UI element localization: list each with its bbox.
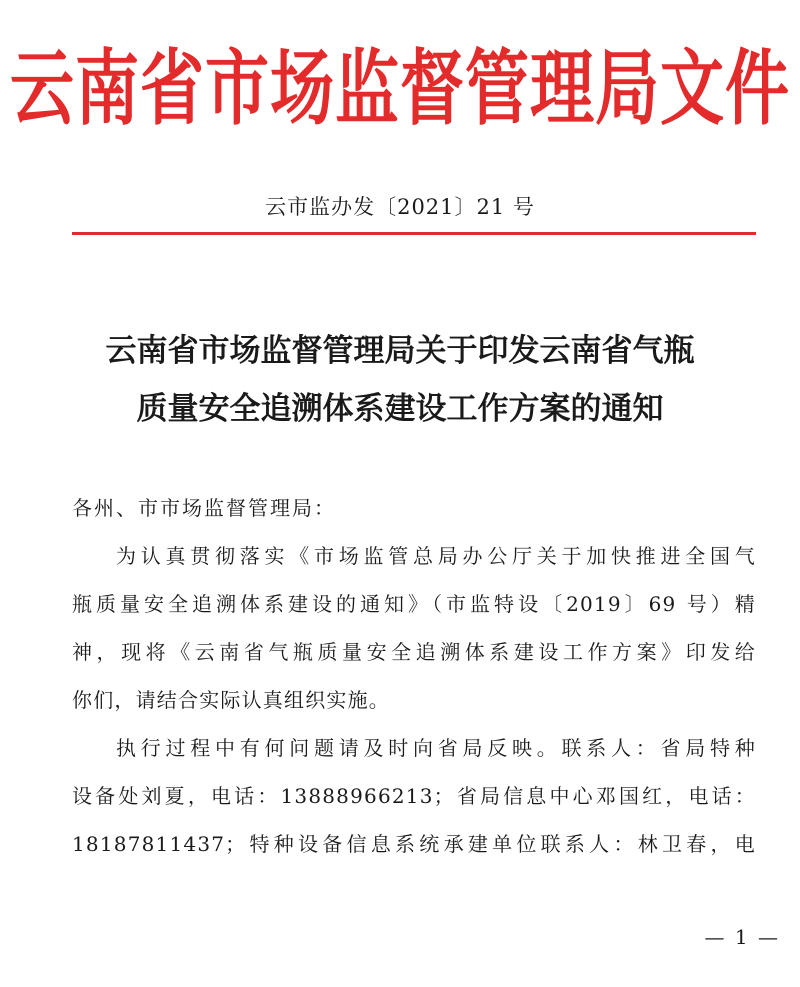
body-paragraph-2 [72,724,756,868]
document-masthead: 云南省市场监督管理局文件 [10,40,790,137]
paragraph-line: 瓶质量安全追溯体系建设的通知》（市监特设〔2019〕69 号）精 [72,592,756,616]
paragraph-line: 执行过程中有何问题请及时向省局反映。联系人：省局特种 [116,736,756,760]
paragraph-line: 神，现将《云南省气瓶质量安全追溯体系建设工作方案》印发给 [72,640,756,664]
document-title [0,322,800,438]
salutation: 各州、市市场监督管理局： [72,496,336,520]
paragraph-line: 设备处刘夏，电话：13888966213；省局信息中心邓国红，电话： [72,784,756,808]
body-paragraph-1 [72,532,756,724]
paragraph-line: 为认真贯彻落实《市场监管总局办公厅关于加快推进全国气 [116,544,756,568]
paragraph-line: 你们，请结合实际认真组织实施。 [72,688,390,712]
paragraph-line: 18187811437；特种设备信息系统承建单位联系人：林卫春，电 [72,832,756,856]
page-number: — 1 — [704,925,780,949]
red-divider [72,232,756,235]
title-line-1: 云南省市场监督管理局关于印发云南省气瓶 [105,333,695,369]
title-line-2: 质量安全追溯体系建设工作方案的通知 [136,391,664,427]
document-number: 云市监办发〔2021〕21 号 [265,195,535,219]
